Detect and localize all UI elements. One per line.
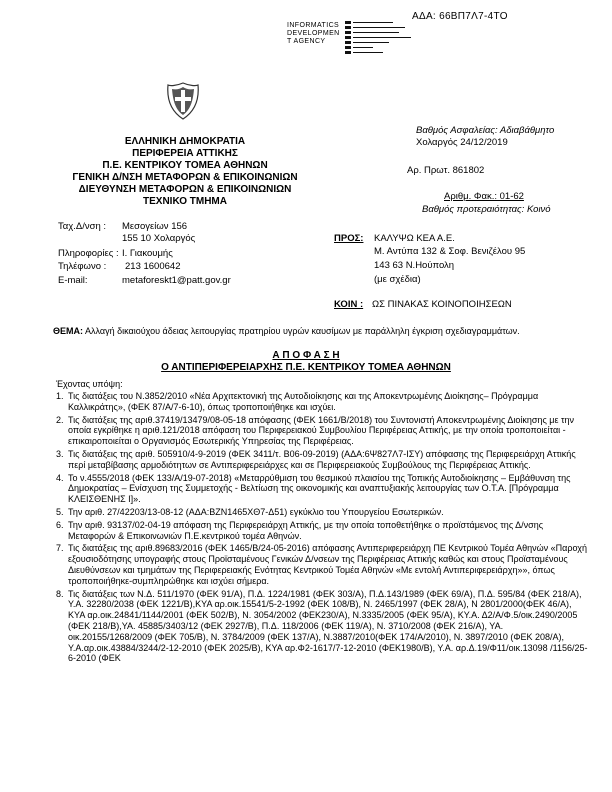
list-item: 5. Την αριθ. 27/42203/13-08-12 (ΑΔΑ:ΒΖΝ1465ΧΘ7-Δ51) εγκύκλιο του Υπουργείου Εσωτερικών. xyxy=(56,506,444,517)
recipient-line: 143 63 Ν.Ηούπολη xyxy=(374,260,455,271)
subject-text: Αλλαγή δικαιούχου άδειας λειτουργίας πρατηρίου υγρών καυσίμων με παράλληλη έγκριση σχεδιαγραμμάτων. xyxy=(85,326,520,336)
recipient-line: ΚΑΛΥΨΩ ΚΕΑ Α.Ε. xyxy=(374,233,455,244)
ada-code: ΑΔΑ: 66ΒΠ7Λ7-4ΤΟ xyxy=(412,11,508,22)
phone-label: Τηλέφωνο : xyxy=(58,261,107,272)
list-item: 2. Τις διατάξεις της αριθ.37419/13479/08-05-18 απόφασης (ΦΕΚ 1661/Β/2018) του Συντονιστή Αποκεντρωμένης Διοίκησης με την οποία εγκρίθηκε η αριθ.121/2018 απόφαση του Περιφερειακού Συμβουλίου Περιφέρειας Αττικής, με την οποία τροποποιείται - επικαιροποιείται ο Οργανισμός Εσωτερικής Υπηρεσίας της Περιφέρειας. xyxy=(56,414,575,447)
list-item: 3. Τις διατάξεις της αριθ. 505910/4-9-2019 (ΦΕΚ 3411/τ. Β06-09-2019) (ΑΔΑ:6Ψ827Λ7-ΙΣΥ) απόφασης της Περιφερειάρχη Αττικής περί μεταβίβασης αρμοδιότητων σε Αντιπεριφερειάρχες και σε Περιφερειακούς Συμβούλους της Περιφέρειας Αττικής. xyxy=(56,448,576,470)
list-item: 1. Τις διατάξεις του Ν.3852/2010 «Νέα Αρχιτεκτονική της Αυτοδιοίκησης και της Αποκεντρωμένης Διοίκησης– Πρόγραμμα Καλλικράτης», (ΦΕΚ 87/Α/7-6-10), όπως τροποποιήθηκε και ισχύει. xyxy=(56,391,539,412)
considering-label: Έχοντας υπόψη: xyxy=(56,379,123,389)
koin-label: ΚΟΙΝ : xyxy=(334,299,364,310)
org-line: ΔΙΕΥΘΥΝΣΗ ΜΕΤΑΦΟΡΩΝ & ΕΠΙΚΟΙΝΩΝΙΩΝ xyxy=(78,184,292,195)
email-link[interactable]: metaforeskt1@patt.gov.gr xyxy=(122,275,231,286)
org-line: ΤΕΧΝΙΚΟ ΤΜΗΜΑ xyxy=(143,196,227,207)
recipient-label: ΠΡΟΣ: xyxy=(334,233,364,244)
ida-line: INFORMATICS xyxy=(287,22,340,29)
org-line: ΕΛΛΗΝΙΚΗ ΔΗΜΟΚΡΑΤΙΑ xyxy=(124,136,246,147)
decision-subtitle: Ο ΑΝΤΙΠΕΡΙΦΕΡΕΙΑΡΧΗΣ Π.Ε. ΚΕΝΤΡΙΚΟΥ ΤΟΜΕΑ ΑΘΗΝΩΝ xyxy=(161,362,451,373)
considerations-list xyxy=(56,391,588,666)
security-level: Βαθμός Ασφαλείας: Αδιαβάθμητο xyxy=(416,125,555,136)
ida-line: T AGENCY xyxy=(287,38,326,45)
org-line: Π.Ε. ΚΕΝΤΡΙΚΟΥ ΤΟΜΕΑ ΑΘΗΝΩΝ xyxy=(102,160,268,171)
ida-logo-text xyxy=(287,22,340,46)
koin-value: ΩΣ ΠΙΝΑΚΑΣ ΚΟΙΝΟΠΟΙΗΣΕΩΝ xyxy=(372,299,512,310)
org-line: ΓΕΝΙΚΗ Δ/ΝΣΗ ΜΕΤΑΦΟΡΩΝ & ΕΠΙΚΟΙΝΩΝΙΩΝ xyxy=(72,172,298,183)
recipient-line: Μ. Αντύπα 132 & Σοφ. Βενιζέλου 95 xyxy=(374,246,526,257)
email-label: E-mail: xyxy=(58,275,88,286)
subject-line xyxy=(53,326,520,336)
address-label: Ταχ.Δ/νση : xyxy=(58,221,107,232)
org-header xyxy=(60,136,310,208)
phone-value: 213 1600642 xyxy=(125,261,181,272)
ida-logo-lines xyxy=(345,21,415,57)
list-item: 8. Τις διατάξεις των Ν.Δ. 511/1970 (ΦΕΚ 91/Α), Π.Δ. 1224/1981 (ΦΕΚ 303/Α), Π.Δ.143/1989 (ΦΕΚ 69/Α), Π.Δ. 595/84 (ΦΕΚ 218/Α), Υ.Α. 32280/2038 (ΦΕΚ 1221/Β),ΚΥΑ αρ.οικ.15541/5-2-1992 (ΦΕΚ 108/Β), Ν. 2465/1997 (ΦΕΚ 28/Α), Ν 2801/2000(ΦΕΚ 46/Α), ΚΥΑ αρ.οικ.24841/1144/2001 (ΦΕΚ 502/Β), Ν. 3054/2002 (ΦΕΚ230/Α), Ν.3335/2005 (ΦΕΚ 95/Α), ΚΥ.Α. Δ2/Α/Φ.5/οικ.2490/2005 (ΦΕΚ 218/Β),ΥΑ. 45885/3403/12 (ΦΕΚ 2927/Β), Π.Δ. 118/2006 (ΦΕΚ 119/Α), Ν. 3710/2008 (ΦΕΚ 216/Α), ΥΑ. οικ.20155/1268/2009 (ΦΕΚ 705/Β), Ν. 3784/2009 (ΦΕΚ 137/Α), Ν.3887/2010(ΦΕΚ 174/Α/2010), Ν. 3897/2010 (ΦΕΚ 208/Α), Υ.Α.αρ.οικ.43884/3244/2-12-2010 (ΦΕΚ 2025/Β), ΚΥΑ αρ.Φ2-1617/7-12-2010 (ΦΕΚ1980/Β), Υ.Α. αρ.Δ.19/Φ11/οικ.13098 /1156/25-6-2010 (ΦΕΚ xyxy=(56,588,588,664)
protocol-number: Αρ. Πρωτ. 861802 xyxy=(407,165,485,176)
org-line: ΠΕΡΙΦΕΡΕΙΑ ΑΤΤΙΚΗΣ xyxy=(132,148,238,159)
greek-emblem-icon xyxy=(166,82,200,120)
recipient-line: (με σχέδια) xyxy=(374,274,421,285)
file-number: Αριθμ. Φακ.: 01-62 xyxy=(444,191,524,202)
info-label: Πληροφορίες : xyxy=(58,248,119,259)
decision-title: Α Π Ο Φ Α Σ Η xyxy=(272,350,340,361)
address-line: Μεσογείων 156 xyxy=(122,221,188,232)
doc-date: Χολαργός 24/12/2019 xyxy=(416,137,508,148)
priority-level: Βαθμός προτεραιότητας: Κοινό xyxy=(422,204,551,215)
list-item: 6. Την αριθ. 93137/02-04-19 απόφαση της Περιφερειάρχη Αττικής, με την οποία τοποθετήθηκε ο προϊστάμενος της Δ/νσης Μεταφορών & Επικοινωνιών Π.Ε.κεντρικού τομέα Αθηνών. xyxy=(56,519,544,541)
address-line: 155 10 Χολαργός xyxy=(122,233,196,244)
list-item: 7. Τις διατάξεις της αριθ.89683/2016 (ΦΕΚ 1465/Β/24-05-2016) απόφασης Αντιπεριφερειάρχη ΠΕ Κεντρικού Τομέα Αθηνών «Παροχή εξουσιοδότησης υπογραφής στους Προϊσταμένους Γενικών Δ/νσεων της Περιφέρειας Αττικής καθώς και στους Προϊσταμένους Διευθύνσεων και τμημάτων της Περιφερειακής Ενότητας Κεντρικού Τομέα Αθηνών «Με εντολή Αντιπεριφερειάρχη»», όπως τροποποιήθηκε-συμπληρώθηκε και ισχύει σήμερα. xyxy=(56,543,587,586)
info-value: Ι. Γιακουμής xyxy=(122,248,173,259)
subject-label: ΘΕΜΑ: xyxy=(53,326,83,336)
list-item: 4. Το ν.4555/2018 (ΦΕΚ 133/Α/19-07-2018) «Μεταρρύθμιση του θεσμικού πλαισίου της Τοπικής Αυτοδιοίκησης – Εμβάθυνση της Δημοκρατίας – Ενίσχυση της Συμμετοχής - Βελτίωση της οικονομικής και αναπτυξιακής λειτουργίας των Ο.Τ.Α. [Πρόγραμμα ΚΛΕΙΣΘΕΝΗΣ Ι]». xyxy=(56,472,571,505)
ida-line: DEVELOPMEN xyxy=(287,30,340,37)
